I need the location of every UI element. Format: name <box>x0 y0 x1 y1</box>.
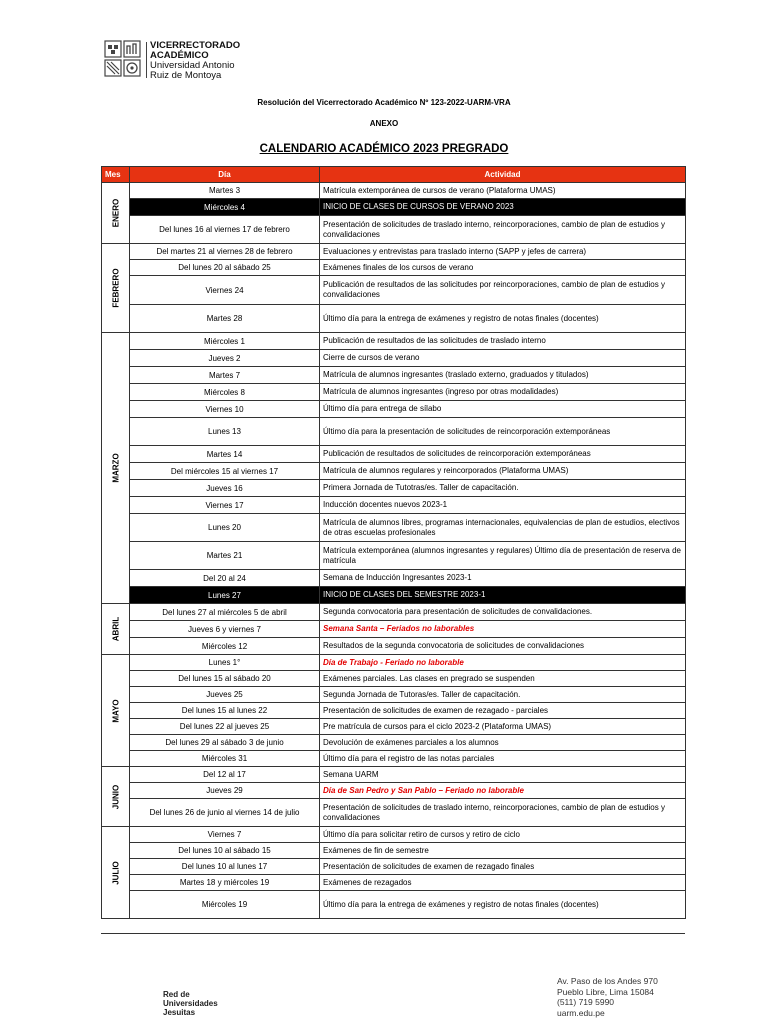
day-cell: Martes 21 <box>130 542 320 570</box>
activity-cell: Último día para el registro de las notas parciales <box>320 751 686 767</box>
month-label: MARZO <box>111 453 120 483</box>
day-cell: Del lunes 15 al lunes 22 <box>130 703 320 719</box>
day-cell: Miércoles 8 <box>130 384 320 401</box>
month-label: FEBRERO <box>111 268 120 308</box>
day-cell: Del lunes 15 al sábado 20 <box>130 671 320 687</box>
day-cell: Del miércoles 15 al viernes 17 <box>130 463 320 480</box>
table-row <box>102 244 686 260</box>
activity-cell: Matrícula extemporánea (alumnos ingresantes y regulares) Último día de presentación de reserva de matrícula <box>320 542 686 570</box>
activity-cell: Primera Jornada de Tutotras/es. Taller de capacitación. <box>320 480 686 497</box>
day-cell: Del lunes 27 al miércoles 5 de abril <box>130 604 320 621</box>
activity-cell: Día de San Pedro y San Pablo – Feriado no laborable <box>320 783 686 799</box>
activity-cell: Publicación de resultados de las solicitudes de traslado interno <box>320 333 686 350</box>
day-cell: Del lunes 16 al viernes 17 de febrero <box>130 216 320 244</box>
activity-cell: Inducción docentes nuevos 2023-1 <box>320 497 686 514</box>
activity-cell: Exámenes finales de los cursos de verano <box>320 260 686 276</box>
table-row <box>102 183 686 199</box>
table-row <box>102 542 686 570</box>
table-row <box>102 446 686 463</box>
day-cell: Viernes 7 <box>130 827 320 843</box>
activity-cell: Matrícula de alumnos libres, programas internacionales, equivalencias de plan de estudios, electivos de otras escuelas profesionales <box>320 514 686 542</box>
day-cell: Martes 7 <box>130 367 320 384</box>
month-label: ENERO <box>111 198 120 228</box>
day-cell: Del 20 al 24 <box>130 570 320 587</box>
table-row <box>102 655 686 671</box>
logo-line-4: Ruiz de Montoya <box>150 70 222 81</box>
table-row <box>102 514 686 542</box>
table-row <box>102 604 686 621</box>
day-cell: Viernes 17 <box>130 497 320 514</box>
activity-cell: Último día para solicitar retiro de cursos y retiro de ciclo <box>320 827 686 843</box>
table-bottom-border <box>101 933 685 934</box>
activity-cell: Día de Trabajo - Feriado no laborable <box>320 655 686 671</box>
table-row <box>102 480 686 497</box>
day-cell: Martes 14 <box>130 446 320 463</box>
day-cell: Martes 28 <box>130 305 320 333</box>
table-row <box>102 827 686 843</box>
table-row <box>102 859 686 875</box>
activity-cell: Semana Santa – Feriados no laborables <box>320 621 686 638</box>
table-row <box>102 621 686 638</box>
table-row <box>102 463 686 480</box>
activity-cell: Presentación de solicitudes de traslado interno, reincorporaciones, cambio de plan de estudios y convalidaciones <box>320 216 686 244</box>
day-cell: Miércoles 4 <box>130 199 320 216</box>
table-row <box>102 401 686 418</box>
activity-cell: Matrícula de alumnos ingresantes (traslado externo, graduados y titulados) <box>320 367 686 384</box>
footer-network-line-3: Jesuitas <box>163 1008 196 1017</box>
day-cell: Jueves 29 <box>130 783 320 799</box>
activity-cell: INICIO DE CLASES DE CURSOS DE VERANO 2023 <box>320 199 686 216</box>
logo-line-3: Universidad Antonio <box>150 60 235 71</box>
table-row <box>102 497 686 514</box>
resolution-heading: Resolución del Vicerrectorado Académico Nº 123-2022-UARM-VRA <box>257 98 511 107</box>
day-cell: Lunes 20 <box>130 514 320 542</box>
column-header-dia: Día <box>130 167 320 183</box>
table-row <box>102 384 686 401</box>
activity-cell: Último día para la entrega de exámenes y registro de notas finales (docentes) <box>320 891 686 919</box>
activity-cell: Último día para la entrega de exámenes y registro de notas finales (docentes) <box>320 305 686 333</box>
table-row <box>102 799 686 827</box>
table-row <box>102 333 686 350</box>
day-cell: Miércoles 12 <box>130 638 320 655</box>
logo-line-2: ACADÉMICO <box>150 50 209 61</box>
day-cell: Viernes 24 <box>130 276 320 305</box>
month-cell <box>102 333 130 604</box>
university-logo <box>104 40 304 82</box>
day-cell: Miércoles 19 <box>130 891 320 919</box>
activity-cell: Cierre de cursos de verano <box>320 350 686 367</box>
table-body <box>102 183 686 919</box>
day-cell: Martes 18 y miércoles 19 <box>130 875 320 891</box>
month-label: JULIO <box>111 860 120 885</box>
academic-calendar-table <box>101 166 686 919</box>
table-row <box>102 260 686 276</box>
activity-cell: Devolución de exámenes parciales a los alumnos <box>320 735 686 751</box>
table-row <box>102 735 686 751</box>
month-cell <box>102 655 130 767</box>
table-row <box>102 418 686 446</box>
logo-text <box>150 41 240 81</box>
day-cell: Del lunes 20 al sábado 25 <box>130 260 320 276</box>
activity-cell: Segunda Jornada de Tutoras/es. Taller de capacitación. <box>320 687 686 703</box>
column-header-mes: Mes <box>102 167 130 183</box>
activity-cell: Último día para la presentación de solicitudes de reincorporación extemporáneas <box>320 418 686 446</box>
anexo-heading: ANEXO <box>369 119 399 128</box>
day-cell: Del 12 al 17 <box>130 767 320 783</box>
month-cell <box>102 767 130 827</box>
column-header-actividad: Actividad <box>320 167 686 183</box>
footer-network-line-2: Universidades <box>163 999 218 1008</box>
activity-cell: Exámenes de fin de semestre <box>320 843 686 859</box>
table-row <box>102 276 686 305</box>
activity-cell: Presentación de solicitudes de traslado interno, reincorporaciones, cambio de plan de estudios y convalidaciones <box>320 799 686 827</box>
footer-network-line-1: Red de <box>163 990 190 999</box>
footer-website[interactable]: uarm.edu.pe <box>557 1007 605 1018</box>
day-cell: Miércoles 1 <box>130 333 320 350</box>
month-cell <box>102 827 130 919</box>
day-cell: Miércoles 31 <box>130 751 320 767</box>
day-cell: Lunes 13 <box>130 418 320 446</box>
table-row <box>102 783 686 799</box>
activity-cell: Presentación de solicitudes de examen de rezagado - parciales <box>320 703 686 719</box>
activity-cell: Matrícula de alumnos ingresantes (ingreso por otras modalidades) <box>320 384 686 401</box>
day-cell: Del lunes 10 al lunes 17 <box>130 859 320 875</box>
day-cell: Del lunes 22 al jueves 25 <box>130 719 320 735</box>
table-row <box>102 891 686 919</box>
university-crest-icon <box>104 40 142 78</box>
table-row <box>102 199 686 216</box>
table-header-row <box>102 167 686 183</box>
day-cell: Del lunes 10 al sábado 15 <box>130 843 320 859</box>
table-row <box>102 703 686 719</box>
table-row <box>102 875 686 891</box>
day-cell: Jueves 25 <box>130 687 320 703</box>
table-row <box>102 570 686 587</box>
month-label: JUNIO <box>111 784 120 809</box>
activity-cell: Evaluaciones y entrevistas para traslado interno (SAPP y jefes de carrera) <box>320 244 686 260</box>
table-row <box>102 751 686 767</box>
day-cell: Martes 3 <box>130 183 320 199</box>
table-row <box>102 638 686 655</box>
activity-cell: Segunda convocatoria para presentación de solicitudes de convalidaciones. <box>320 604 686 621</box>
day-cell: Viernes 10 <box>130 401 320 418</box>
activity-cell: Resultados de la segunda convocatoria de solicitudes de convalidaciones <box>320 638 686 655</box>
activity-cell: INICIO DE CLASES DEL SEMESTRE 2023-1 <box>320 587 686 604</box>
table-row <box>102 587 686 604</box>
month-cell <box>102 244 130 333</box>
table-row <box>102 350 686 367</box>
day-cell: Del martes 21 al viernes 28 de febrero <box>130 244 320 260</box>
day-cell: Del lunes 29 al sábado 3 de junio <box>130 735 320 751</box>
activity-cell: Matrícula extemporánea de cursos de verano (Plataforma UMAS) <box>320 183 686 199</box>
month-label: ABRIL <box>111 616 120 642</box>
logo-line-1: VICERRECTORADO <box>150 40 241 51</box>
table-row <box>102 767 686 783</box>
footer-phone: (511) 719 5990 <box>557 997 615 1007</box>
table-row <box>102 367 686 384</box>
activity-cell: Último día para entrega de sílabo <box>320 401 686 418</box>
table-row <box>102 843 686 859</box>
month-label: MAYO <box>111 698 120 723</box>
table-row <box>102 216 686 244</box>
footer-address-1: Av. Paso de los Andes 970 <box>557 976 658 986</box>
logo-divider <box>146 42 147 78</box>
document-title: CALENDARIO ACADÉMICO 2023 PREGRADO <box>259 143 509 155</box>
activity-cell: Exámenes parciales. Las clases en pregrado se suspenden <box>320 671 686 687</box>
day-cell: Lunes 1° <box>130 655 320 671</box>
activity-cell: Exámenes de rezagados <box>320 875 686 891</box>
activity-cell: Presentación de solicitudes de examen de rezagado finales <box>320 859 686 875</box>
day-cell: Del lunes 26 de junio al viernes 14 de julio <box>130 799 320 827</box>
activity-cell: Publicación de resultados de las solicitudes por reincorporaciones, cambio de plan de estudios y convalidaciones <box>320 276 686 305</box>
activity-cell: Matrícula de alumnos regulares y reincorporados (Plataforma UMAS) <box>320 463 686 480</box>
day-cell: Lunes 27 <box>130 587 320 604</box>
month-cell <box>102 604 130 655</box>
table-row <box>102 719 686 735</box>
activity-cell: Semana UARM <box>320 767 686 783</box>
table-row <box>102 671 686 687</box>
footer-contact <box>557 976 658 1018</box>
footer-address-2: Pueblo Libre, Lima 15084 <box>557 986 654 997</box>
month-cell <box>102 183 130 244</box>
day-cell: Jueves 2 <box>130 350 320 367</box>
table-row <box>102 305 686 333</box>
activity-cell: Pre matrícula de cursos para el ciclo 2023-2 (Plataforma UMAS) <box>320 719 686 735</box>
table-row <box>102 687 686 703</box>
footer-network-logo <box>163 990 218 1017</box>
day-cell: Jueves 16 <box>130 480 320 497</box>
activity-cell: Semana de Inducción Ingresantes 2023-1 <box>320 570 686 587</box>
activity-cell: Publicación de resultados de solicitudes de reincorporación extemporáneas <box>320 446 686 463</box>
day-cell: Jueves 6 y viernes 7 <box>130 621 320 638</box>
